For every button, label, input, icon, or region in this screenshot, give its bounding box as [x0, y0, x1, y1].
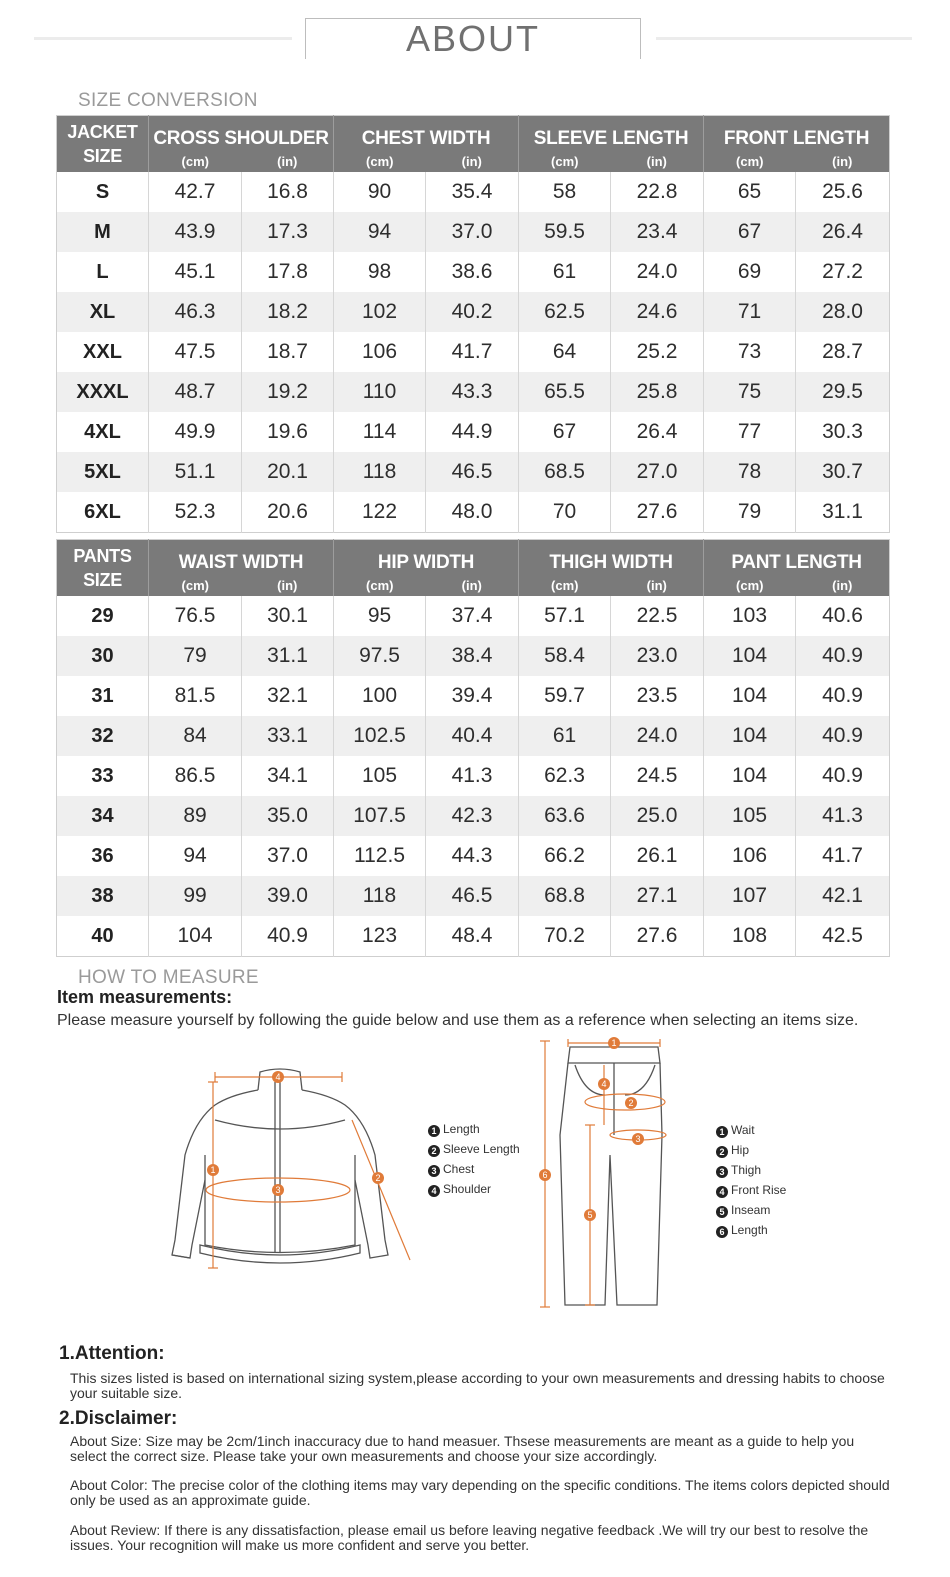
size-cell: S: [57, 172, 149, 212]
legend-number: 3: [716, 1166, 728, 1178]
value-cell: 18.2: [242, 292, 334, 332]
pants-col-hip-width: HIP WIDTH: [334, 540, 519, 575]
value-cell: 104: [149, 916, 242, 957]
value-cell: 35.4: [426, 172, 519, 212]
value-cell: 31.1: [242, 636, 334, 676]
jacket-col-cross-shoulder: CROSS SHOULDER: [149, 116, 334, 151]
unit-cm: (cm): [334, 574, 426, 596]
size-cell: 30: [57, 636, 149, 676]
value-cell: 89: [149, 796, 242, 836]
value-cell: 77: [704, 412, 796, 452]
value-cell: 67: [519, 412, 611, 452]
value-cell: 47.5: [149, 332, 242, 372]
size-cell: 36: [57, 836, 149, 876]
value-cell: 27.1: [611, 876, 704, 916]
size-cell: 34: [57, 796, 149, 836]
value-cell: 86.5: [149, 756, 242, 796]
value-cell: 19.2: [242, 372, 334, 412]
legend-number: 5: [716, 1206, 728, 1218]
size-cell: XXL: [57, 332, 149, 372]
value-cell: 65: [704, 172, 796, 212]
legend-number: 1: [428, 1125, 440, 1137]
table-row: [57, 252, 890, 292]
pants-legend: [716, 1120, 786, 1240]
value-cell: 104: [704, 636, 796, 676]
marker-waist: 1: [611, 1038, 617, 1048]
value-cell: 40.9: [796, 716, 890, 756]
legend-number: 4: [428, 1185, 440, 1197]
value-cell: 39.4: [426, 676, 519, 716]
disclaimer-heading: 2.Disclaimer:: [59, 1408, 178, 1429]
value-cell: 23.0: [611, 636, 704, 676]
marker-sleeve-length: 2: [375, 1173, 381, 1183]
unit-in: (in): [796, 574, 890, 596]
value-cell: 81.5: [149, 676, 242, 716]
table-row: [57, 716, 890, 756]
unit-in: (in): [242, 574, 334, 596]
about-color-text: About Color: The precise color of the clothing items may vary depending on the specific conditions. The items colors depicted should only be used as an approximate guide.: [70, 1477, 890, 1508]
pants-size-header: PANTS SIZE: [57, 540, 149, 597]
size-cell: M: [57, 212, 149, 252]
jacket-legend: [428, 1119, 520, 1199]
value-cell: 108: [704, 916, 796, 957]
legend-number: 6: [716, 1226, 728, 1238]
size-cell: 33: [57, 756, 149, 796]
value-cell: 20.6: [242, 492, 334, 533]
value-cell: 107.5: [334, 796, 426, 836]
value-cell: 78: [704, 452, 796, 492]
value-cell: 49.9: [149, 412, 242, 452]
value-cell: 63.6: [519, 796, 611, 836]
legend-item: [716, 1200, 786, 1220]
size-cell: 40: [57, 916, 149, 957]
value-cell: 24.0: [611, 716, 704, 756]
table-row: [57, 916, 890, 957]
value-cell: 76.5: [149, 596, 242, 636]
size-conversion-label: SIZE CONVERSION: [78, 90, 258, 111]
legend-item: [428, 1159, 520, 1179]
value-cell: 18.7: [242, 332, 334, 372]
value-cell: 37.0: [426, 212, 519, 252]
value-cell: 27.2: [796, 252, 890, 292]
legend-label: Sleeve Length: [443, 1142, 520, 1156]
attention-text: This sizes listed is based on international sizing system,please according to your own measurements and dressing habits to choose your suitable size.: [70, 1370, 885, 1401]
value-cell: 61: [519, 716, 611, 756]
value-cell: 26.4: [611, 412, 704, 452]
unit-cm: (cm): [149, 150, 242, 172]
table-row: [57, 292, 890, 332]
value-cell: 24.6: [611, 292, 704, 332]
value-cell: 73: [704, 332, 796, 372]
value-cell: 33.1: [242, 716, 334, 756]
value-cell: 84: [149, 716, 242, 756]
jacket-size-header: JACKET SIZE: [57, 116, 149, 173]
value-cell: 23.5: [611, 676, 704, 716]
value-cell: 46.3: [149, 292, 242, 332]
legend-label: Hip: [731, 1143, 750, 1157]
unit-in: (in): [796, 150, 890, 172]
value-cell: 61: [519, 252, 611, 292]
value-cell: 114: [334, 412, 426, 452]
size-cell: L: [57, 252, 149, 292]
value-cell: 62.3: [519, 756, 611, 796]
value-cell: 32.1: [242, 676, 334, 716]
value-cell: 25.2: [611, 332, 704, 372]
value-cell: 71: [704, 292, 796, 332]
value-cell: 57.1: [519, 596, 611, 636]
pants-outline: [560, 1047, 662, 1305]
size-cell: 6XL: [57, 492, 149, 533]
unit-in: (in): [426, 150, 519, 172]
value-cell: 40.6: [796, 596, 890, 636]
value-cell: 58: [519, 172, 611, 212]
value-cell: 100: [334, 676, 426, 716]
value-cell: 25.0: [611, 796, 704, 836]
legend-label: Wait: [731, 1123, 755, 1137]
value-cell: 27.0: [611, 452, 704, 492]
legend-label: Length: [443, 1122, 480, 1136]
value-cell: 19.6: [242, 412, 334, 452]
unit-cm: (cm): [704, 150, 796, 172]
unit-cm: (cm): [519, 150, 611, 172]
legend-item: [428, 1139, 520, 1159]
value-cell: 79: [704, 492, 796, 533]
value-cell: 79: [149, 636, 242, 676]
value-cell: 105: [704, 796, 796, 836]
value-cell: 51.1: [149, 452, 242, 492]
value-cell: 17.3: [242, 212, 334, 252]
pants-col-pant-length: PANT LENGTH: [704, 540, 890, 575]
size-cell: 32: [57, 716, 149, 756]
table-row: [57, 596, 890, 636]
value-cell: 59.5: [519, 212, 611, 252]
value-cell: 59.7: [519, 676, 611, 716]
pants-size-table: [56, 539, 890, 957]
how-to-measure-label: HOW TO MEASURE: [78, 967, 259, 988]
size-cell: 38: [57, 876, 149, 916]
value-cell: 30.1: [242, 596, 334, 636]
value-cell: 48.4: [426, 916, 519, 957]
size-cell: 4XL: [57, 412, 149, 452]
value-cell: 16.8: [242, 172, 334, 212]
value-cell: 94: [334, 212, 426, 252]
marker-front-rise: 4: [601, 1079, 607, 1089]
unit-in: (in): [426, 574, 519, 596]
value-cell: 41.3: [426, 756, 519, 796]
legend-item: [716, 1160, 786, 1180]
table-row: [57, 452, 890, 492]
value-cell: 104: [704, 716, 796, 756]
value-cell: 38.6: [426, 252, 519, 292]
page-title: ABOUT: [405, 18, 540, 59]
value-cell: 40.9: [796, 636, 890, 676]
pants-col-thigh-width: THIGH WIDTH: [519, 540, 704, 575]
jacket-measure-diagram: [160, 1060, 420, 1285]
pants-measure-diagram: [530, 1035, 680, 1313]
value-cell: 30.3: [796, 412, 890, 452]
value-cell: 34.1: [242, 756, 334, 796]
value-cell: 26.1: [611, 836, 704, 876]
marker-inseam: 5: [587, 1210, 593, 1220]
value-cell: 35.0: [242, 796, 334, 836]
value-cell: 52.3: [149, 492, 242, 533]
value-cell: 118: [334, 452, 426, 492]
marker-length: 1: [210, 1165, 216, 1175]
value-cell: 40.2: [426, 292, 519, 332]
value-cell: 64: [519, 332, 611, 372]
value-cell: 67: [704, 212, 796, 252]
value-cell: 22.8: [611, 172, 704, 212]
value-cell: 27.6: [611, 916, 704, 957]
value-cell: 102: [334, 292, 426, 332]
size-cell: 5XL: [57, 452, 149, 492]
value-cell: 37.0: [242, 836, 334, 876]
jacket-col-chest-width: CHEST WIDTH: [334, 116, 519, 151]
table-row: [57, 676, 890, 716]
size-cell: 31: [57, 676, 149, 716]
value-cell: 75: [704, 372, 796, 412]
legend-number: 4: [716, 1186, 728, 1198]
legend-item: [716, 1120, 786, 1140]
value-cell: 43.9: [149, 212, 242, 252]
value-cell: 22.5: [611, 596, 704, 636]
marker-chest: 3: [275, 1185, 281, 1195]
value-cell: 102.5: [334, 716, 426, 756]
value-cell: 104: [704, 756, 796, 796]
unit-in: (in): [611, 150, 704, 172]
value-cell: 70: [519, 492, 611, 533]
unit-cm: (cm): [519, 574, 611, 596]
value-cell: 48.0: [426, 492, 519, 533]
value-cell: 42.1: [796, 876, 890, 916]
jacket-size-table: [56, 115, 890, 533]
value-cell: 122: [334, 492, 426, 533]
value-cell: 41.7: [426, 332, 519, 372]
table-row: [57, 836, 890, 876]
value-cell: 28.0: [796, 292, 890, 332]
value-cell: 46.5: [426, 452, 519, 492]
value-cell: 27.6: [611, 492, 704, 533]
value-cell: 17.8: [242, 252, 334, 292]
header-rule-left: [34, 37, 292, 40]
about-size-text: About Size: Size may be 2cm/1inch inaccuracy due to hand measuer. Thsese measurements are meant as a guide to help you select the correct size. Please take your own measurements and choose your size accordingly.: [70, 1433, 855, 1464]
value-cell: 106: [704, 836, 796, 876]
pants-measure-markers: [539, 1037, 644, 1221]
marker-shoulder: 4: [275, 1072, 281, 1082]
value-cell: 69: [704, 252, 796, 292]
table-row: [57, 372, 890, 412]
value-cell: 44.9: [426, 412, 519, 452]
value-cell: 40.9: [796, 676, 890, 716]
value-cell: 70.2: [519, 916, 611, 957]
value-cell: 23.4: [611, 212, 704, 252]
value-cell: 103: [704, 596, 796, 636]
value-cell: 37.4: [426, 596, 519, 636]
value-cell: 68.5: [519, 452, 611, 492]
legend-label: Thigh: [731, 1163, 762, 1177]
value-cell: 118: [334, 876, 426, 916]
value-cell: 98: [334, 252, 426, 292]
value-cell: 43.3: [426, 372, 519, 412]
table-row: [57, 796, 890, 836]
value-cell: 31.1: [796, 492, 890, 533]
table-row: [57, 332, 890, 372]
table-row: [57, 756, 890, 796]
legend-number: 3: [428, 1165, 440, 1177]
legend-label: Shoulder: [443, 1182, 492, 1196]
legend-item: [716, 1180, 786, 1200]
legend-label: Inseam: [731, 1203, 771, 1217]
value-cell: 24.0: [611, 252, 704, 292]
legend-label: Front Rise: [731, 1183, 787, 1197]
size-cell: XL: [57, 292, 149, 332]
unit-in: (in): [611, 574, 704, 596]
legend-label: Length: [731, 1223, 768, 1237]
value-cell: 42.3: [426, 796, 519, 836]
value-cell: 25.6: [796, 172, 890, 212]
pants-col-waist-width: WAIST WIDTH: [149, 540, 334, 575]
value-cell: 42.5: [796, 916, 890, 957]
value-cell: 40.9: [242, 916, 334, 957]
value-cell: 46.5: [426, 876, 519, 916]
jacket-col-front-length: FRONT LENGTH: [704, 116, 890, 151]
jacket-outline: [172, 1069, 388, 1263]
table-row: [57, 172, 890, 212]
value-cell: 40.4: [426, 716, 519, 756]
value-cell: 110: [334, 372, 426, 412]
header-rule-right: [656, 37, 912, 40]
value-cell: 106: [334, 332, 426, 372]
value-cell: 42.7: [149, 172, 242, 212]
unit-in: (in): [242, 150, 334, 172]
value-cell: 107: [704, 876, 796, 916]
table-row: [57, 876, 890, 916]
unit-cm: (cm): [704, 574, 796, 596]
value-cell: 112.5: [334, 836, 426, 876]
value-cell: 24.5: [611, 756, 704, 796]
size-cell: XXXL: [57, 372, 149, 412]
item-measurements-description: Please measure yourself by following the guide below and use them as a reference when selecting an items size.: [57, 1012, 859, 1029]
value-cell: 97.5: [334, 636, 426, 676]
size-cell: 29: [57, 596, 149, 636]
unit-cm: (cm): [334, 150, 426, 172]
marker-thigh: 3: [635, 1134, 641, 1144]
legend-item: [428, 1119, 520, 1139]
value-cell: 99: [149, 876, 242, 916]
value-cell: 65.5: [519, 372, 611, 412]
marker-hip: 2: [628, 1098, 634, 1108]
jacket-col-sleeve-length: SLEEVE LENGTH: [519, 116, 704, 151]
value-cell: 26.4: [796, 212, 890, 252]
value-cell: 90: [334, 172, 426, 212]
value-cell: 58.4: [519, 636, 611, 676]
value-cell: 48.7: [149, 372, 242, 412]
value-cell: 41.7: [796, 836, 890, 876]
legend-label: Chest: [443, 1162, 475, 1176]
value-cell: 105: [334, 756, 426, 796]
table-row: [57, 492, 890, 533]
value-cell: 95: [334, 596, 426, 636]
attention-heading: 1.Attention:: [59, 1343, 165, 1364]
item-measurements-title: Item measurements:: [57, 987, 233, 1007]
jacket-measure-lines: [206, 1072, 410, 1268]
legend-number: 2: [428, 1145, 440, 1157]
value-cell: 68.8: [519, 876, 611, 916]
value-cell: 94: [149, 836, 242, 876]
value-cell: 62.5: [519, 292, 611, 332]
value-cell: 40.9: [796, 756, 890, 796]
value-cell: 39.0: [242, 876, 334, 916]
legend-item: [716, 1140, 786, 1160]
value-cell: 38.4: [426, 636, 519, 676]
about-review-text: About Review: If there is any dissatisfaction, please email us before leaving negative feedback .We will try our best to resolve the issues. Your recognition will make us more confident and serve you better.: [70, 1522, 869, 1553]
table-row: [57, 412, 890, 452]
value-cell: 66.2: [519, 836, 611, 876]
legend-number: 2: [716, 1146, 728, 1158]
value-cell: 30.7: [796, 452, 890, 492]
value-cell: 123: [334, 916, 426, 957]
value-cell: 20.1: [242, 452, 334, 492]
value-cell: 44.3: [426, 836, 519, 876]
marker-length: 6: [542, 1170, 548, 1180]
value-cell: 25.8: [611, 372, 704, 412]
value-cell: 28.7: [796, 332, 890, 372]
unit-cm: (cm): [149, 574, 242, 596]
legend-item: [716, 1220, 786, 1240]
table-row: [57, 636, 890, 676]
legend-item: [428, 1179, 520, 1199]
legend-number: 1: [716, 1126, 728, 1138]
value-cell: 45.1: [149, 252, 242, 292]
table-row: [57, 212, 890, 252]
value-cell: 41.3: [796, 796, 890, 836]
value-cell: 104: [704, 676, 796, 716]
value-cell: 29.5: [796, 372, 890, 412]
